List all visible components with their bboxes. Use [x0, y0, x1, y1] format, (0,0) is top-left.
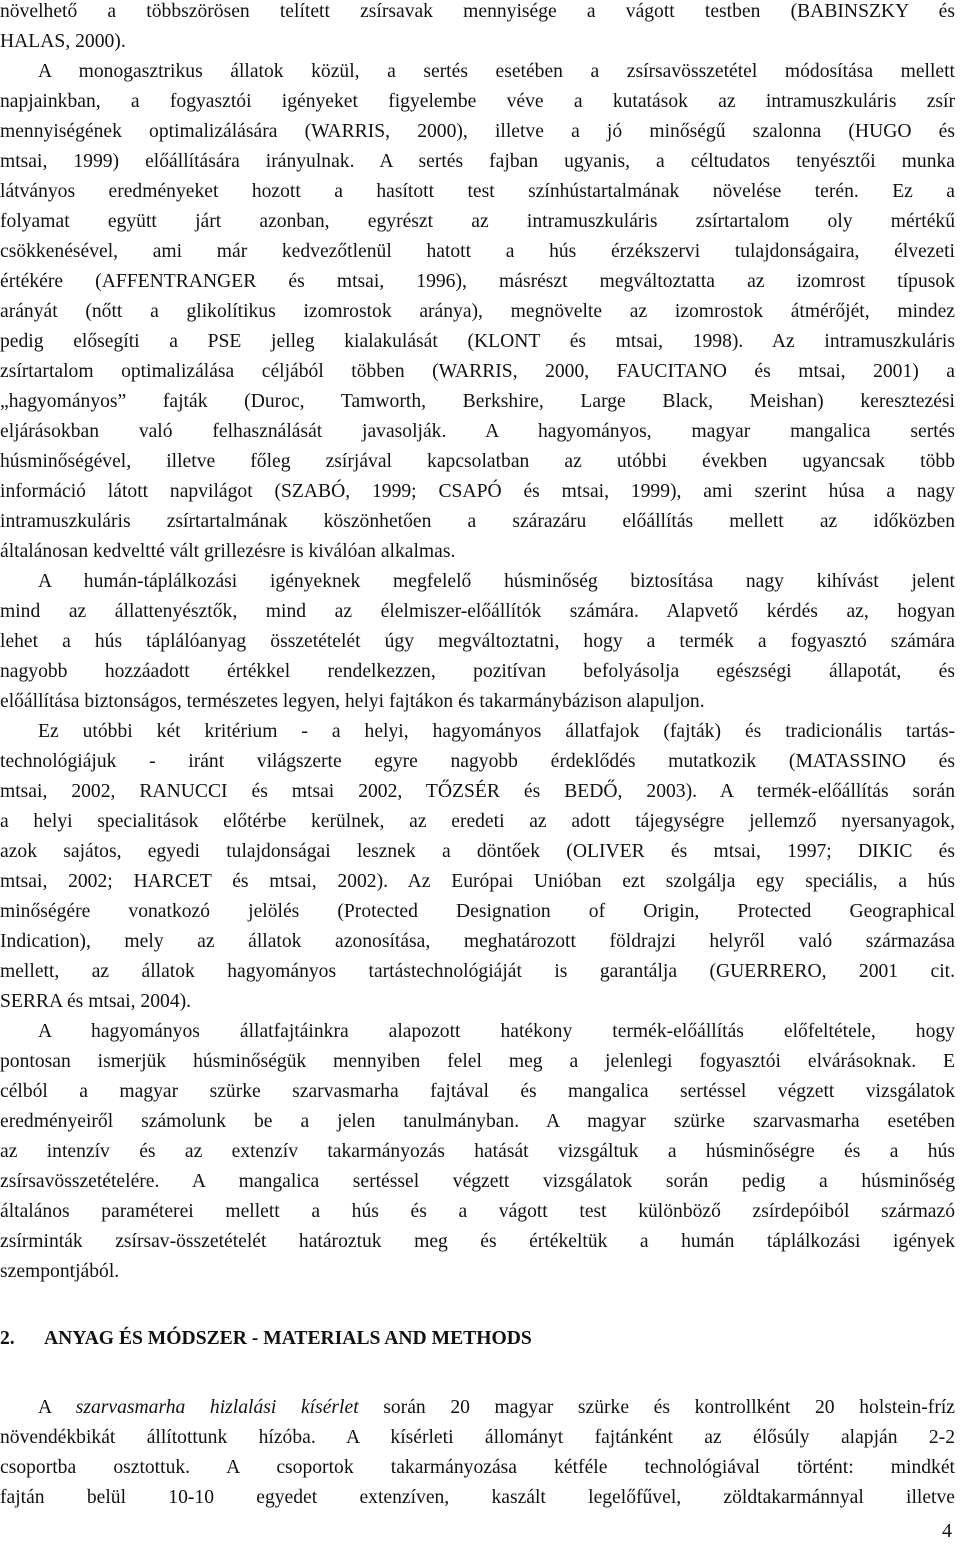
text-line: SERRA és mtsai, 2004). — [0, 991, 192, 1012]
text-line: információ látott napvilágot (SZABÓ, 1999; CSAPÓ és mtsai, 1999), ami szerint húsa a nagy — [0, 481, 955, 502]
text-line: Indication), mely az állatok azonosítása, meghatározott földrajzi helyről való származása — [0, 931, 955, 952]
text-line: napjainkban, a fogyasztói igényeket figyelembe véve a kutatások az intramuszkuláris zsír — [0, 91, 955, 112]
text-line: A monogasztrikus állatok közül, a sertés esetében a zsírsavösszetétel módosítása mellett — [38, 61, 955, 82]
text-line: látványos eredményeket hozott a hasított test színhústartalmának növelése terén. Ez a — [0, 181, 955, 202]
text-line: azok sajátos, egyedi tulajdonságai lesznek a döntőek (OLIVER és mtsai, 1997; DIKIC és — [0, 841, 955, 862]
text-line: mtsai, 1999) előállítására irányulnak. A sertés fajban ugyanis, a céltudatos tenyésztői munka — [0, 151, 955, 172]
text-line: eljárásokban való felhasználását javasolják. A hagyományos, magyar mangalica sertés — [0, 421, 955, 442]
text-line: minőségére vonatkozó jelölés (Protected Designation of Origin, Protected Geographical — [0, 901, 955, 922]
text-line: pontosan ismerjük húsminőségük mennyiben felel meg a jelenlegi fogyasztói elvárásoknak. E — [0, 1051, 955, 1072]
text-line: eredményeiről számolunk be a jelen tanulmányban. A magyar szürke szarvasmarha esetében — [0, 1111, 955, 1132]
text-line: A humán-táplálkozási igényeknek megfelelő húsminőség biztosítása nagy kihívást jelent — [38, 571, 955, 592]
text-line: mtsai, 2002, RANUCCI és mtsai 2002, TŐZSÉR és BEDŐ, 2003). A termék-előállítás során — [0, 781, 955, 802]
text-line: folyamat együtt járt azonban, egyrészt az intramuszkuláris zsírtartalom oly mértékű — [0, 211, 955, 232]
section-title: ANYAG ÉS MÓDSZER - MATERIALS AND METHODS — [44, 1328, 532, 1349]
text-line: arányát (nőtt a glikolítikus izomrostok aránya), megnövelte az izomrostok átmérőjét, mindez — [0, 301, 955, 322]
text-line: intramuszkuláris zsírtartalmának köszönhetően a szárazáru előállítás mellett az időközben — [0, 511, 955, 532]
text-line: zsírminták zsírsav-összetételét határoztuk meg és értékeltük a humán táplálkozási igények — [0, 1231, 955, 1252]
text-line — [38, 1393, 955, 1423]
text-line: a helyi specialitások előtérbe kerülnek, az eredeti az adott tájegységre jellemző nyersanyagok, — [0, 811, 955, 832]
text-line: fajtán belül 10-10 egyedet extenzíven, kaszált legelőfűvel, zöldtakarmánnyal illetve — [0, 1487, 955, 1508]
text-line: pedig elősegíti a PSE jelleg kialakulását (KLONT és mtsai, 1998). Az intramuszkuláris — [0, 331, 955, 352]
text-line: „hagyományos” fajták (Duroc, Tamworth, Berkshire, Large Black, Meishan) keresztezési — [0, 391, 955, 412]
text-line: általánosan kedveltté vált grillezésre is kiválóan alkalmas. — [0, 541, 456, 562]
text-line: mind az állattenyésztők, mind az élelmiszer-előállítók számára. Alapvető kérdés az, hogyan — [0, 601, 955, 622]
text-line: HALAS, 2000). — [0, 31, 126, 52]
text-line: általános paraméterei mellett a hús és a vágott test különböző zsírdepóiból származó — [0, 1201, 955, 1222]
section-number: 2. — [0, 1328, 15, 1349]
text-line: értékére (AFFENTRANGER és mtsai, 1996), másrészt megváltoztatta az izomrost típusok — [0, 271, 955, 292]
text-line: csökkenésével, ami már kedvezőtlenül hatott a hús érzékszervi tulajdonságaira, élvezeti — [0, 241, 955, 262]
text-line: zsírsavösszetételére. A mangalica sertéssel végzett vizsgálatok során pedig a húsminőség — [0, 1171, 955, 1192]
text-segment: A — [38, 1397, 76, 1418]
text-line: növendékbikát állítottunk hízóba. A kísérleti állományt fajtánként az élősúly alapján 2-2 — [0, 1427, 955, 1448]
text-line: húsminőségével, illetve főleg zsírjával kapcsolatban az utóbbi években ugyancsak több — [0, 451, 955, 472]
text-line: előállítása biztonságos, természetes legyen, helyi fajtákon és takarmánybázison alapuljon. — [0, 691, 705, 712]
text-line: szempontjából. — [0, 1261, 120, 1282]
text-line: mennyiségének optimalizálására (WARRIS, 2000), illetve a jó minőségű szalonna (HUGO és — [0, 121, 955, 142]
section-heading — [0, 1324, 532, 1354]
text-line: csoportba osztottuk. A csoportok takarmányozása kétféle technológiával történt: mindkét — [0, 1457, 955, 1478]
text-line: technológiájuk - iránt világszerte egyre nagyobb érdeklődés mutatkozik (MATASSINO és — [0, 751, 955, 772]
italic-term: szarvasmarha hizlalási kísérlet — [75, 1397, 359, 1418]
page-number: 4 — [942, 1520, 952, 1542]
text-line: az intenzív és az extenzív takarmányozás hatását vizsgáltuk a húsminőségre és a hús — [0, 1141, 955, 1162]
text-line: nagyobb hozzáadott értékkel rendelkezzen, pozitívan befolyásolja egészségi állapotát, és — [0, 661, 955, 682]
text-line: mellett, az állatok hagyományos tartástechnológiáját is garantálja (GUERRERO, 2001 cit. — [0, 961, 955, 982]
text-line: zsírtartalom optimalizálása céljából többen (WARRIS, 2000, FAUCITANO és mtsai, 2001) a — [0, 361, 955, 382]
text-line: célból a magyar szürke szarvasmarha fajtával és mangalica sertéssel végzett vizsgálatok — [0, 1081, 955, 1102]
text-line: mtsai, 2002; HARCET és mtsai, 2002). Az Európai Unióban ezt szolgálja egy speciális, a hús — [0, 871, 955, 892]
text-line: növelhető a többszörösen telített zsírsavak mennyisége a vágott testben (BABINSZKY és — [0, 1, 955, 22]
text-line: lehet a hús táplálóanyag összetételét úgy megváltoztatni, hogy a termék a fogyasztó számára — [0, 631, 955, 652]
text-line: Ez utóbbi két kritérium - a helyi, hagyományos állatfajok (fajták) és tradicionális tartás- — [38, 721, 955, 742]
text-line: A hagyományos állatfajtáinkra alapozott hatékony termék-előállítás előfeltétele, hogy — [38, 1021, 955, 1042]
text-segment: során 20 magyar szürke és kontrollként 20 holstein-fríz — [358, 1397, 955, 1418]
